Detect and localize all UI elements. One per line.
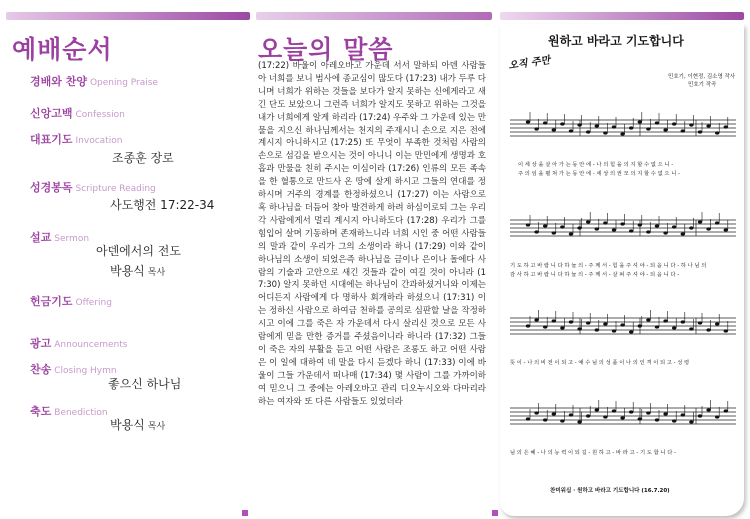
note-head: [543, 224, 547, 227]
note-head: [646, 230, 650, 233]
note-head: [595, 408, 599, 411]
note-head: [646, 411, 650, 414]
note-head: [603, 322, 607, 325]
note-head: [672, 122, 676, 125]
note-head: [689, 226, 693, 229]
note-head: [595, 124, 599, 127]
note-head: [620, 222, 624, 225]
worship-item-sermon: 설교 Sermon: [30, 231, 90, 244]
note-head: [620, 416, 624, 419]
note-head: [698, 130, 702, 133]
note-head: [706, 124, 710, 127]
note-head: [534, 127, 538, 130]
note-head: [552, 412, 556, 415]
note-head: [672, 326, 676, 329]
note-head: [577, 327, 581, 330]
note-head: [620, 323, 624, 326]
header-bar-right: [500, 12, 744, 20]
lyric-line-2: 주 의 임 을 펼 쳐 가 는 동 안 에 - 세 상 의 권 모 의 지 할 수 없 으 니 -: [518, 171, 680, 177]
note-head: [646, 318, 650, 321]
note-head: [706, 328, 710, 331]
note-head: [663, 412, 667, 415]
note-head: [577, 226, 581, 229]
note-head: [526, 120, 530, 123]
note-head: [577, 123, 581, 126]
note-head: [724, 329, 728, 332]
sheet-music: [500, 24, 744, 516]
note-head: [715, 415, 719, 418]
sermon-preacher: 박용식 목사: [110, 264, 166, 278]
worship-item-confession: 신앙고백 Confession: [30, 107, 125, 120]
lyric-line-6: 님 의 은 혜 - 나 의 능 력 이 되 길 - 원 하 고 - 바 라 고 - 기 도 합 니 다 -: [510, 450, 676, 456]
note-head: [543, 325, 547, 328]
worship-item-announcements: 광고 Announcements: [30, 337, 128, 350]
note-head: [689, 420, 693, 423]
note-head: [724, 228, 728, 231]
note-head: [629, 229, 633, 232]
decorative-square: [242, 510, 248, 516]
note-head: [638, 417, 642, 420]
header-bar-middle: [256, 12, 492, 20]
note-head: [577, 420, 581, 423]
note-head: [655, 418, 659, 421]
note-head: [620, 132, 624, 135]
note-head: [638, 324, 642, 327]
note-head: [586, 130, 590, 133]
note-head: [586, 321, 590, 324]
lyricist-credit: 민호기, 이현정, 김소영 작사: [668, 74, 736, 80]
lyric-line-1: 이 세 상 을 살 아 가 는 동 안 에 - 나 의 힘 을 의 지 할 수 없 으 니 -: [518, 162, 674, 168]
note-head: [629, 126, 633, 129]
note-head: [663, 231, 667, 234]
note-head: [543, 418, 547, 421]
note-head: [706, 227, 710, 230]
todays-word-heading: 오늘의 말씀: [258, 35, 394, 64]
note-head: [724, 409, 728, 412]
lyric-line-4: 감 사 하 고 바 랍 니 다 하 늘 의 - 주 께 서 - 살 펴 주 셔 야 - 되 옵 니 다 -: [510, 272, 680, 278]
note-head: [706, 408, 710, 411]
note-head: [689, 123, 693, 126]
decorative-square: [492, 510, 498, 516]
note-head: [569, 413, 573, 416]
note-head: [595, 328, 599, 331]
note-head: [560, 225, 564, 228]
note-head: [715, 131, 719, 134]
note-head: [663, 128, 667, 131]
note-head: [724, 125, 728, 128]
note-head: [560, 419, 564, 422]
note-head: [715, 322, 719, 325]
lyric-line-3: 기 도 하 고 바 랍 니 다 하 늘 의 - 주 께 서 - 힘 을 주 셔 야 - 되 옵 니 다 - 하 나 님 의: [510, 263, 707, 269]
note-head: [526, 223, 530, 226]
worship-item-invocation: 대표기도 Invocation: [30, 133, 123, 146]
note-head: [638, 223, 642, 226]
note-head: [569, 320, 573, 323]
note-head: [672, 419, 676, 422]
note-head: [612, 125, 616, 128]
worship-item-praise: 경배와 찬양 Opening Praise: [30, 75, 158, 88]
sermon-title: 아덴에서의 전도: [96, 244, 181, 258]
worship-item-offering: 헌금기도 Offering: [30, 295, 112, 308]
composer-credit: 민호기 작곡: [688, 82, 717, 88]
note-head: [681, 232, 685, 235]
note-head: [603, 131, 607, 134]
note-head: [612, 228, 616, 231]
worship-item-hymn: 찬송 Closing Hymn: [30, 363, 117, 376]
worship-item-scripture: 성경봉독 Scripture Reading: [30, 181, 156, 194]
note-head: [698, 414, 702, 417]
note-head: [689, 327, 693, 330]
note-head: [526, 417, 530, 420]
song-title: 원하고 바라고 기도합니다: [548, 34, 684, 48]
note-head: [534, 411, 538, 414]
note-head: [552, 128, 556, 131]
hymn-title: 좋으신 하나님: [108, 377, 182, 391]
note-head: [629, 330, 633, 333]
header-bar-left: [6, 12, 250, 20]
note-head: [526, 324, 530, 327]
sheet-footer: 찬미워십 · 원하고 바라고 기도합니다 (16.7.20): [550, 488, 670, 494]
note-head: [612, 409, 616, 412]
note-head: [663, 319, 667, 322]
note-head: [603, 415, 607, 418]
note-head: [655, 121, 659, 124]
note-head: [595, 227, 599, 230]
note-head: [534, 230, 538, 233]
note-head: [543, 121, 547, 124]
note-head: [681, 413, 685, 416]
scripture-text: (17:22) 바울이 아레오바고 가운데 서서 말하되 아덴 사람들아 너희를 보니 범사에 종교심이 많도다 (17:23) 내가 두루 다니며 너희가 위하는 것들을 보다가 알지 못하는 신에게라고 새긴 단도 보았으니 그런즉 너희가 알지도 못하고 위하는 그것을 내가 너희에게 알게 하리라 (17:24) 우주와 그 가운데 있는 만물을 지으신 하나님께서는 천지의 주재시니 손으로 지은 전에 계시지 아니하시고 (17:25) 또 무엇이 부족한 것처럼 사람의 손으로 섬김을 받으시는 것이 아니니 이는 만민에게 생명과 호흡과 만물을 친히 주시는 이심이라 (17:26) 인류의 모든 족속을 한 혈통으로 만드사 온 땅에 살게 하시고 그들의 연대를 정하시며 거주의 경계를 한정하셨으니 (17:27) 이는 사람으로 혹 하나님을 더듬어 찾아 발견하게 하려 하심이로되 그는 우리 각 사람에게서 멀리 계시지 아니하도다 (17:28) 우리가 그를 힘입어 살며 기동하며 존재하느니라 너희 시인 중 어떤 사람들의 말과 같이 우리가 그의 소생이라 하니 (17:29) 이와 같이 하나님의 소생이 되었은즉 하나님을 금이나 은이나 돌에다 사람의 기술과 고안으로 새긴 것들과 같이 여길 것이 아니라 (17:30) 알지 못하던 시대에는 하나님이 간과하셨거니와 이제는 어디든지 사람에게 다 명하사 회개하라 하셨으니 (17:31) 이는 정하신 사람으로 하여금 천하를 공의로 심판할 날을 작정하시고 이에 그를 죽은 자 가운데서 다시 살리신 것으로 모든 사람에게 믿을 만한 증거를 주셨음이니라 하니라 (17:32) 그들이 죽은 자의 부활을 듣고 어떤 사람은 조롱도 하고 어떤 사람은 이 일에 대하여 네 말을 다시 듣겠다 하니 (17:33) 이에 바울이 그들 가운데서 떠나매 (17:34) 몇 사람이 그를 가까이하여 믿으니 그 중에는 아레오바고 관리 디오누시오와 다마리라 하는 여자와 또 다른 사람들도 있었더라: [258, 61, 486, 407]
note-head: [534, 318, 538, 321]
note-head: [586, 414, 590, 417]
note-head: [638, 120, 642, 123]
note-head: [655, 325, 659, 328]
note-head: [629, 410, 633, 413]
scripture-reference: 사도행전 17:22-34: [110, 198, 215, 212]
note-head: [672, 225, 676, 228]
note-head: [560, 122, 564, 125]
note-head: [603, 221, 607, 224]
note-head: [586, 220, 590, 223]
note-head: [552, 319, 556, 322]
note-head: [646, 127, 650, 130]
note-head: [569, 232, 573, 235]
handwritten-note: 오직 주만: [507, 55, 551, 72]
order-of-worship-heading: 예배순서: [12, 35, 113, 64]
note-head: [655, 224, 659, 227]
note-head: [569, 129, 573, 132]
note-head: [560, 326, 564, 329]
note-head: [698, 220, 702, 223]
note-head: [715, 221, 719, 224]
worship-item-benediction: 축도 Benediction: [30, 405, 108, 418]
note-head: [698, 321, 702, 324]
note-head: [681, 129, 685, 132]
invocation-leader: 조종훈 장로: [112, 151, 174, 165]
benediction-minister: 박용식 목사: [110, 418, 166, 432]
note-head: [612, 329, 616, 332]
note-head: [681, 320, 685, 323]
note-head: [552, 231, 556, 234]
lyric-line-5: 뜻 이 - 나 의 비 전 이 되 고 - 예 수 님 의 성 품 이 나 의 인 격 이 되 고 - 성 령: [510, 360, 690, 366]
